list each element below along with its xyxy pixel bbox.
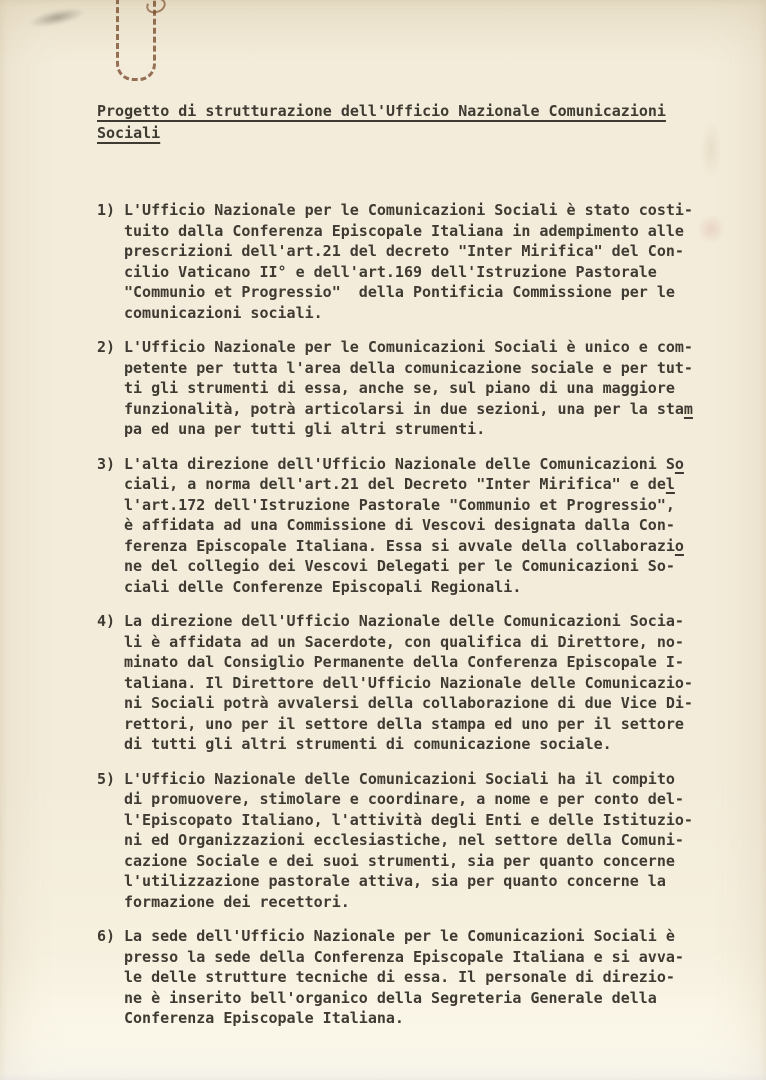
paragraph-text: La sede dell'Ufficio Nazionale per le Comunicazioni Sociali è presso la sede della Conferenza Episcopale Italiana e si avva- le delle strutture tecniche di essa. Il personale di direzio- ne è inserito bell'organico della Segreteria Generale della Conferenza Episcopale Italiana. bbox=[124, 927, 684, 1027]
page-title-line-1: Progetto di strutturazione dell'Ufficio Nazionale Comunicazioni bbox=[97, 102, 666, 120]
page-title-line-2: Sociali bbox=[97, 124, 161, 142]
paragraph-number: 1) bbox=[97, 201, 116, 219]
paragraph-list bbox=[97, 200, 737, 1029]
paragraph-2 bbox=[97, 337, 737, 440]
paragraph-number: 4) bbox=[97, 612, 116, 630]
paragraph-text: L'Ufficio Nazionale delle Comunicazioni Sociali ha il compito di promuovere, stimolare e coordinare, a nome e per conto del- l'Episcopato Italiano, l'attività degli Enti e delle Istituzio- ni ed Organizzazioni ecclesiastiche, nel settore della Comuni- cazione Sociale e dei suoi strumenti, sia per quanto concerne l'utilizzazione pastorale attiva, sia per quanto concerne la formazione dei recettori. bbox=[124, 769, 693, 911]
paragraph-3 bbox=[97, 454, 737, 598]
paragraph-number: 5) bbox=[97, 769, 116, 788]
paragraph-1 bbox=[97, 200, 737, 323]
paragraph-number: 3) bbox=[97, 454, 116, 473]
paragraph-text: L'alta direzione dell'Ufficio Nazionale delle Comunicazioni So ciali, a norma dell'art.21 del Decreto "Inter Mirifica" e del l'art.172 dell'Istruzione Pastorale "Communio et Progressio", è affidata ad una Commissione di Vescovi designata dalla Con- ferenza Episcopale Italiana. Essa si avvale della collaborazio ne del collegio dei Vescovi Delegati per le Comunicazioni So- ciali delle Conferenze Episcopali Regionali. bbox=[124, 454, 684, 596]
paragraph-6 bbox=[97, 926, 737, 1029]
paragraph-text: La direzione dell'Ufficio Nazionale delle Comunicazioni Socia- li è affidata ad un Sacerdote, con qualifica di Direttore, no- minato dal Consiglio Permanente della Conferenza Episcopale I- taliana. Il Direttore dell'Ufficio Nazionale delle Comunicazio- ni Sociali potrà avvalersi della collaborazione di due Vice Di- rettori, uno per il settore della stampa ed uno per il settore di tutti gli altri strumenti di comunicazione sociale. bbox=[124, 612, 693, 753]
document-content bbox=[97, 100, 737, 1043]
paragraph-number: 2) bbox=[97, 338, 116, 356]
paragraph-5 bbox=[97, 769, 737, 913]
paragraph-text: L'Ufficio Nazionale per le Comunicazioni Sociali è unico e com- petente per tutta l'area della comunicazione sociale e per tut- ti gli strumenti di essa, anche se, sul piano di una maggiore funzionalità, potrà articolarsi in due sezioni, una per la stam pa ed una per tutti gli altri strumenti. bbox=[124, 338, 693, 438]
paragraph-text: L'Ufficio Nazionale per le Comunicazioni Sociali è stato costi- tuito dalla Conferenza Episcopale Italiana in adempimento alle prescrizioni dell'art.21 del decreto "Inter Mirifica" del Con- cilio Vaticano II° e dell'art.169 dell'Istruzione Pastorale "Communio et Progressio" della Pontificia Commissione per le comunicazioni sociali. bbox=[124, 201, 693, 322]
page-title bbox=[97, 100, 737, 144]
paragraph-number: 6) bbox=[97, 927, 116, 945]
paragraph-4 bbox=[97, 611, 737, 755]
pencil-smudge-mark bbox=[27, 4, 87, 31]
